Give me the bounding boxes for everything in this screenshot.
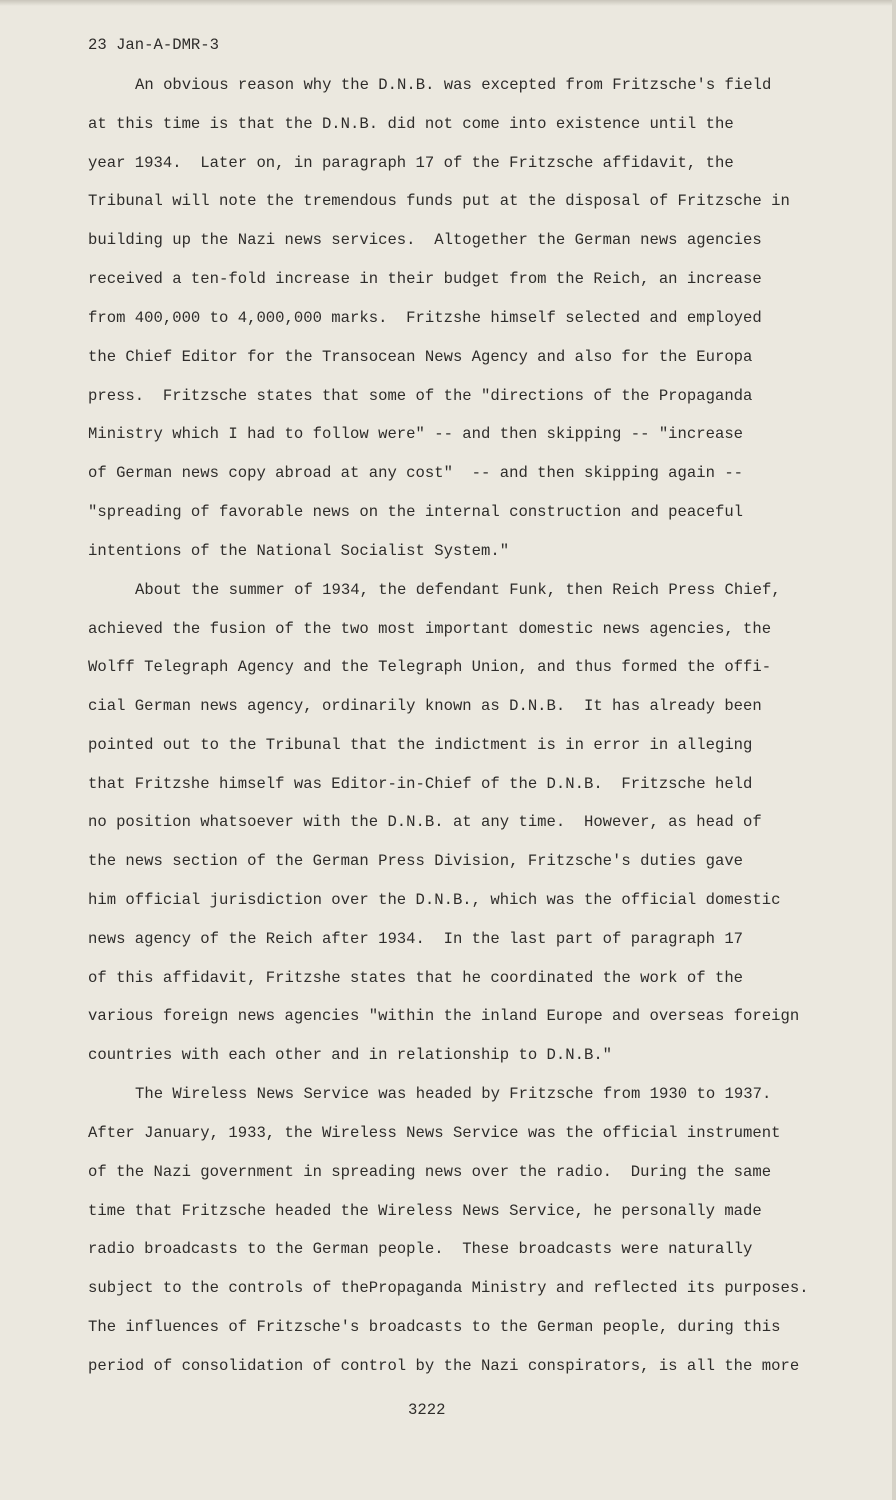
text-line: of the Nazi government in spreading news over the radio. During the same: [88, 1163, 772, 1181]
paper-top-edge: [0, 0, 896, 6]
text-line: An obvious reason why the D.N.B. was excepted from Fritzsche's field: [135, 76, 772, 94]
text-line: various foreign news agencies "within the inland Europe and overseas foreign: [88, 1007, 800, 1025]
text-line: The influences of Fritzsche's broadcasts to the German people, during this: [88, 1318, 781, 1336]
text-line: building up the Nazi news services. Altogether the German news agencies: [88, 231, 762, 249]
document-header-id: 23 Jan-A-DMR-3: [88, 36, 220, 54]
text-line: The Wireless News Service was headed by Fritzsche from 1930 to 1937.: [135, 1085, 772, 1103]
text-line: Wolff Telegraph Agency and the Telegraph Union, and thus formed the offi-: [88, 658, 772, 676]
text-line: at this time is that the D.N.B. did not come into existence until the: [88, 115, 734, 133]
text-line: pointed out to the Tribunal that the indictment is in error in alleging: [88, 736, 753, 754]
text-line: cial German news agency, ordinarily known as D.N.B. It has already been: [88, 697, 762, 715]
text-line: of this affidavit, Fritzshe states that he coordinated the work of the: [88, 969, 744, 987]
text-line: no position whatsoever with the D.N.B. at any time. However, as head of: [88, 813, 762, 831]
text-line: countries with each other and in relationship to D.N.B.": [88, 1046, 613, 1064]
text-line: him official jurisdiction over the D.N.B., which was the official domestic: [88, 891, 781, 909]
text-line: the news section of the German Press Division, Fritzsche's duties gave: [88, 852, 744, 870]
text-line: radio broadcasts to the German people. These broadcasts were naturally: [88, 1240, 753, 1258]
text-line: Ministry which I had to follow were" -- and then skipping -- "increase: [88, 425, 744, 443]
text-line: news agency of the Reich after 1934. In the last part of paragraph 17: [88, 930, 744, 948]
text-line: from 400,000 to 4,000,000 marks. Fritzshe himself selected and employed: [88, 309, 762, 327]
text-line: subject to the controls of thePropaganda Ministry and reflected its purposes.: [88, 1279, 809, 1297]
text-line: period of consolidation of control by the Nazi conspirators, is all the more: [88, 1357, 800, 1375]
page-number: 3222: [408, 1401, 446, 1419]
paper-right-edge: [892, 0, 896, 1500]
text-line: press. Fritzsche states that some of the "directions of the Propaganda: [88, 387, 753, 405]
text-line: received a ten-fold increase in their budget from the Reich, an increase: [88, 270, 762, 288]
text-line: achieved the fusion of the two most important domestic news agencies, the: [88, 620, 772, 638]
text-line: intentions of the National Socialist System.": [88, 542, 510, 560]
text-line: that Fritzshe himself was Editor-in-Chief of the D.N.B. Fritzsche held: [88, 775, 753, 793]
text-line: the Chief Editor for the Transocean News Agency and also for the Europa: [88, 348, 753, 366]
text-line: About the summer of 1934, the defendant Funk, then Reich Press Chief,: [135, 581, 781, 599]
text-line: of German news copy abroad at any cost" -- and then skipping again --: [88, 464, 744, 482]
text-line: After January, 1933, the Wireless News Service was the official instrument: [88, 1124, 781, 1142]
text-line: year 1934. Later on, in paragraph 17 of the Fritzsche affidavit, the: [88, 154, 734, 172]
text-line: "spreading of favorable news on the internal construction and peaceful: [88, 503, 744, 521]
text-line: time that Fritzsche headed the Wireless News Service, he personally made: [88, 1202, 762, 1220]
text-line: Tribunal will note the tremendous funds put at the disposal of Fritzsche in: [88, 192, 790, 210]
